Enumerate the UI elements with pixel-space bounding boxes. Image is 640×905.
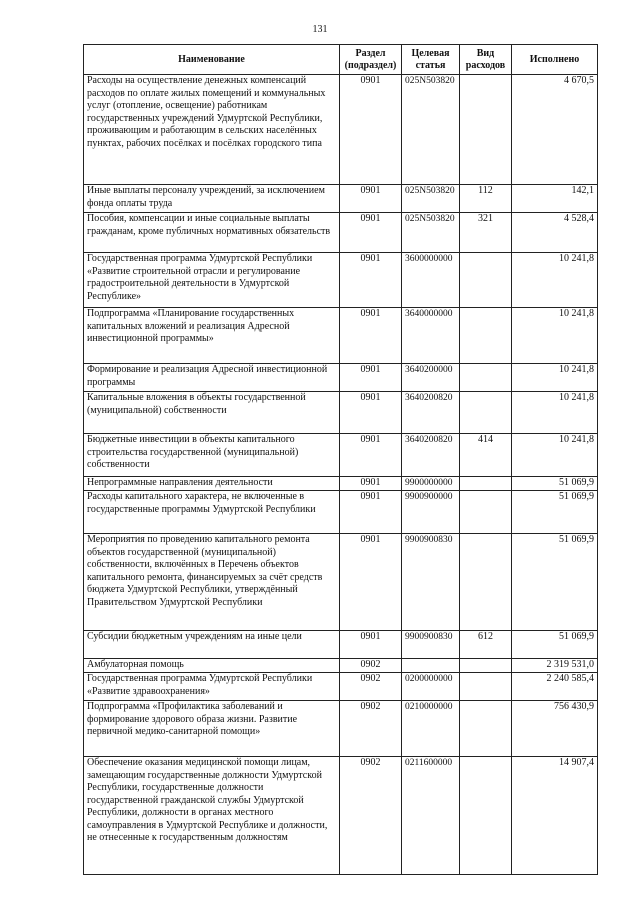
table-row xyxy=(84,534,598,631)
row-type xyxy=(460,659,512,673)
row-executed: 4 670,5 xyxy=(512,75,598,185)
row-article: 9900000000 xyxy=(402,477,460,491)
row-type xyxy=(460,673,512,701)
table-row xyxy=(84,253,598,308)
row-executed: 2 319 531,0 xyxy=(512,659,598,673)
row-section: 0902 xyxy=(340,659,402,673)
row-section: 0901 xyxy=(340,253,402,308)
row-name: Непрограммные направления деятельности xyxy=(84,477,340,491)
header-section: Раздел (подраздел) xyxy=(340,45,402,75)
row-name: Амбулаторная помощь xyxy=(84,659,340,673)
row-type: 414 xyxy=(460,434,512,477)
row-name: Расходы капитального характера, не включенные в государственные программы Удмуртской Республики xyxy=(84,491,340,534)
row-type xyxy=(460,364,512,392)
row-executed: 10 241,8 xyxy=(512,253,598,308)
row-type xyxy=(460,701,512,757)
row-executed: 51 069,9 xyxy=(512,534,598,631)
row-article: 0210000000 xyxy=(402,701,460,757)
row-section: 0901 xyxy=(340,534,402,631)
table-row xyxy=(84,477,598,491)
row-executed: 142,1 xyxy=(512,185,598,213)
table-row xyxy=(84,392,598,434)
header-executed: Исполнено xyxy=(512,45,598,75)
row-name: Бюджетные инвестиции в объекты капитального строительства государственной (муниципальной) собственности xyxy=(84,434,340,477)
row-type xyxy=(460,534,512,631)
header-name: Наименование xyxy=(84,45,340,75)
row-article: 0211600000 xyxy=(402,757,460,875)
row-article: 3640200000 xyxy=(402,364,460,392)
row-section: 0901 xyxy=(340,185,402,213)
row-article: 9900900000 xyxy=(402,491,460,534)
row-section: 0901 xyxy=(340,308,402,364)
budget-table xyxy=(83,44,598,875)
page-number: 131 xyxy=(312,24,328,35)
row-section: 0902 xyxy=(340,673,402,701)
row-article: 3640000000 xyxy=(402,308,460,364)
row-name: Формирование и реализация Адресной инвестиционной программы xyxy=(84,364,340,392)
row-name: Иные выплаты персоналу учреждений, за исключением фонда оплаты труда xyxy=(84,185,340,213)
row-executed: 51 069,9 xyxy=(512,477,598,491)
table-row xyxy=(84,364,598,392)
row-name: Обеспечение оказания медицинской помощи лицам, замещающим государственные должности Удмуртской Республики, государственные должности государственной гражданской службы Удмуртской Республики, должности в органах местного самоуправления в Удмуртской Республике и должности, не отнесенные к государственным должностям xyxy=(84,757,340,875)
row-article: 9900900830 xyxy=(402,534,460,631)
row-name: Субсидии бюджетным учреждениям на иные цели xyxy=(84,631,340,659)
row-article: 9900900830 xyxy=(402,631,460,659)
row-article xyxy=(402,659,460,673)
row-executed: 51 069,9 xyxy=(512,631,598,659)
header-article: Целевая статья xyxy=(402,45,460,75)
row-section: 0902 xyxy=(340,757,402,875)
row-executed: 10 241,8 xyxy=(512,364,598,392)
row-section: 0901 xyxy=(340,631,402,659)
table-row xyxy=(84,701,598,757)
row-article: 025N503820 xyxy=(402,213,460,253)
row-name: Мероприятия по проведению капитального ремонта объектов государственной (муниципальной) собственности, включённых в Перечень объектов капитального ремонта, финансируемых за счёт средств бюджета Удмуртской Республики, утверждённый Правительством Удмуртской Республики xyxy=(84,534,340,631)
row-type: 612 xyxy=(460,631,512,659)
table-row xyxy=(84,491,598,534)
row-name: Подпрограмма «Профилактика заболеваний и формирование здорового образа жизни. Развитие первичной медико-санитарной помощи» xyxy=(84,701,340,757)
table-row xyxy=(84,631,598,659)
row-executed: 2 240 585,4 xyxy=(512,673,598,701)
row-section: 0901 xyxy=(340,75,402,185)
row-executed: 10 241,8 xyxy=(512,434,598,477)
row-article: 025N503820 xyxy=(402,185,460,213)
row-type xyxy=(460,757,512,875)
row-executed: 756 430,9 xyxy=(512,701,598,757)
row-section: 0901 xyxy=(340,477,402,491)
table-row xyxy=(84,434,598,477)
row-article: 3600000000 xyxy=(402,253,460,308)
row-section: 0901 xyxy=(340,213,402,253)
row-executed: 51 069,9 xyxy=(512,491,598,534)
row-section: 0901 xyxy=(340,392,402,434)
table-row xyxy=(84,308,598,364)
row-executed: 10 241,8 xyxy=(512,392,598,434)
row-section: 0902 xyxy=(340,701,402,757)
row-article: 3640200820 xyxy=(402,392,460,434)
row-article: 0200000000 xyxy=(402,673,460,701)
row-section: 0901 xyxy=(340,491,402,534)
row-type xyxy=(460,75,512,185)
table-row xyxy=(84,757,598,875)
header-type: Вид расходов xyxy=(460,45,512,75)
table-header-row xyxy=(84,45,598,75)
row-type xyxy=(460,253,512,308)
table-row xyxy=(84,659,598,673)
row-name: Государственная программа Удмуртской Республики «Развитие здравоохранения» xyxy=(84,673,340,701)
row-article: 3640200820 xyxy=(402,434,460,477)
table-row xyxy=(84,185,598,213)
row-name: Капитальные вложения в объекты государственной (муниципальной) собственности xyxy=(84,392,340,434)
row-type: 112 xyxy=(460,185,512,213)
row-name: Государственная программа Удмуртской Республики «Развитие строительной отрасли и регулирование градостроительной деятельности в Удмуртской Республике» xyxy=(84,253,340,308)
row-type xyxy=(460,477,512,491)
table-row xyxy=(84,213,598,253)
table-row xyxy=(84,673,598,701)
row-executed: 4 528,4 xyxy=(512,213,598,253)
row-name: Расходы на осуществление денежных компенсаций расходов по оплате жилых помещений и коммунальных услуг (отопление, освещение) работникам государственных учреждений Удмуртской Республики, проживающим и работающим в сельских населённых пунктах, рабочих посёлках и посёлках городского типа xyxy=(84,75,340,185)
table-row xyxy=(84,75,598,185)
row-article: 025N503820 xyxy=(402,75,460,185)
row-type xyxy=(460,491,512,534)
row-section: 0901 xyxy=(340,434,402,477)
row-executed: 14 907,4 xyxy=(512,757,598,875)
row-type: 321 xyxy=(460,213,512,253)
row-name: Подпрограмма «Планирование государственных капитальных вложений и реализация Адресной инвестиционной программы» xyxy=(84,308,340,364)
row-section: 0901 xyxy=(340,364,402,392)
row-type xyxy=(460,392,512,434)
row-type xyxy=(460,308,512,364)
row-executed: 10 241,8 xyxy=(512,308,598,364)
row-name: Пособия, компенсации и иные социальные выплаты гражданам, кроме публичных нормативных обязательств xyxy=(84,213,340,253)
